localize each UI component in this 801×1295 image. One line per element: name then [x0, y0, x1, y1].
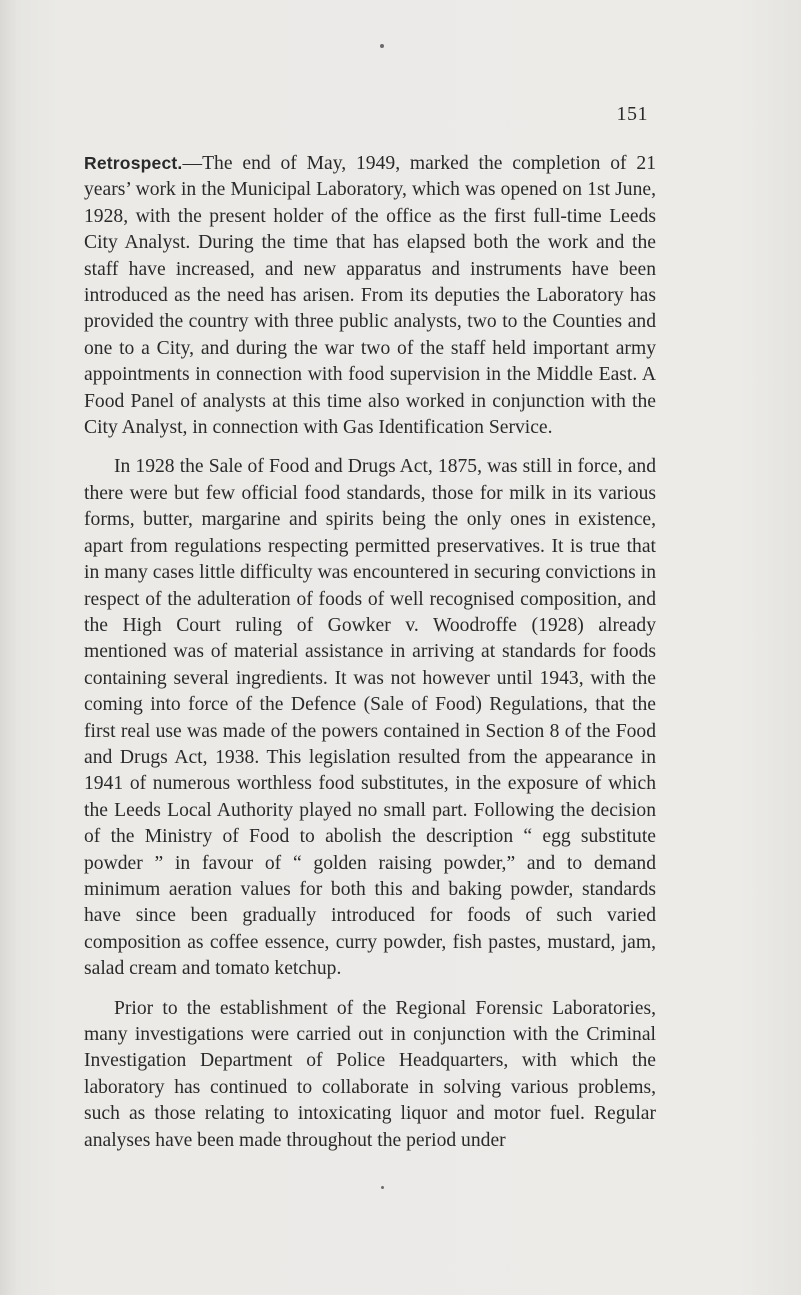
- paragraph-forensic: Prior to the establishment of the Regional Forensic Laboratories, many investigations were carried out in conjunction with the Criminal Investigation Department of Police Headquarters, with which the laboratory has continued to collaborate in solving various problems, such as those relating to intoxicating liquor and motor fuel. Regular analyses have been made throughout the period under: [84, 997, 656, 1151]
- body-text: [84, 150, 656, 1154]
- paper-speck: [381, 1186, 384, 1189]
- paragraph-retrospect: [84, 150, 656, 441]
- section-heading: Retrospect.: [84, 153, 183, 173]
- page-number: 151: [616, 103, 648, 125]
- paper-speck: [380, 44, 384, 48]
- paragraph-food-standards: In 1928 the Sale of Food and Drugs Act, 1875, was still in force, and there were but few official food standards, those for milk in its various forms, butter, margarine and spirits being the only ones in existence, apart from regulations respecting permitted preservatives. It is true that in many cases little difficulty was encountered in securing convictions in respect of the adulteration of foods of well recognised composition, and the High Court ruling of Gowker v. Woodroffe (1928) already mentioned was of material assistance in arriving at standards for foods containing several ingredients. It was not however until 1943, with the coming into force of the Defence (Sale of Food) Regulations, that the first real use was made of the powers contained in Section 8 of the Food and Drugs Act, 1938. This legislation resulted from the appearance in 1941 of numerous worthless food substitutes, in the exposure of which the Leeds Local Authority played no small part. Following the decision of the Ministry of Food to abolish the description “ egg substitute powder ” in favour of “ golden raising powder,” and to demand minimum aeration values for both this and baking powder, standards have since been gradually introduced for foods of such varied composition as coffee essence, curry powder, fish pastes, mustard, jam, salad cream and tomato ketchup.: [84, 456, 656, 980]
- paragraph-text: —The end of May, 1949, marked the completion of 21 years’ work in the Municipal Laboratory, which was opened on 1st June, 1928, with the present holder of the office as the first full-time Leeds City Analyst. During the time that has elapsed both the work and the staff have increased, and new apparatus and instruments have been introduced as the need has arisen. From its deputies the Laboratory has provided the country with three public analysts, two to the Counties and one to a City, and during the war two of the staff held important army appointments in connection with food supervision in the Middle East. A Food Panel of analysts at this time also worked in conjunction with the City Analyst, in connection with Gas Identification Service.: [84, 153, 656, 439]
